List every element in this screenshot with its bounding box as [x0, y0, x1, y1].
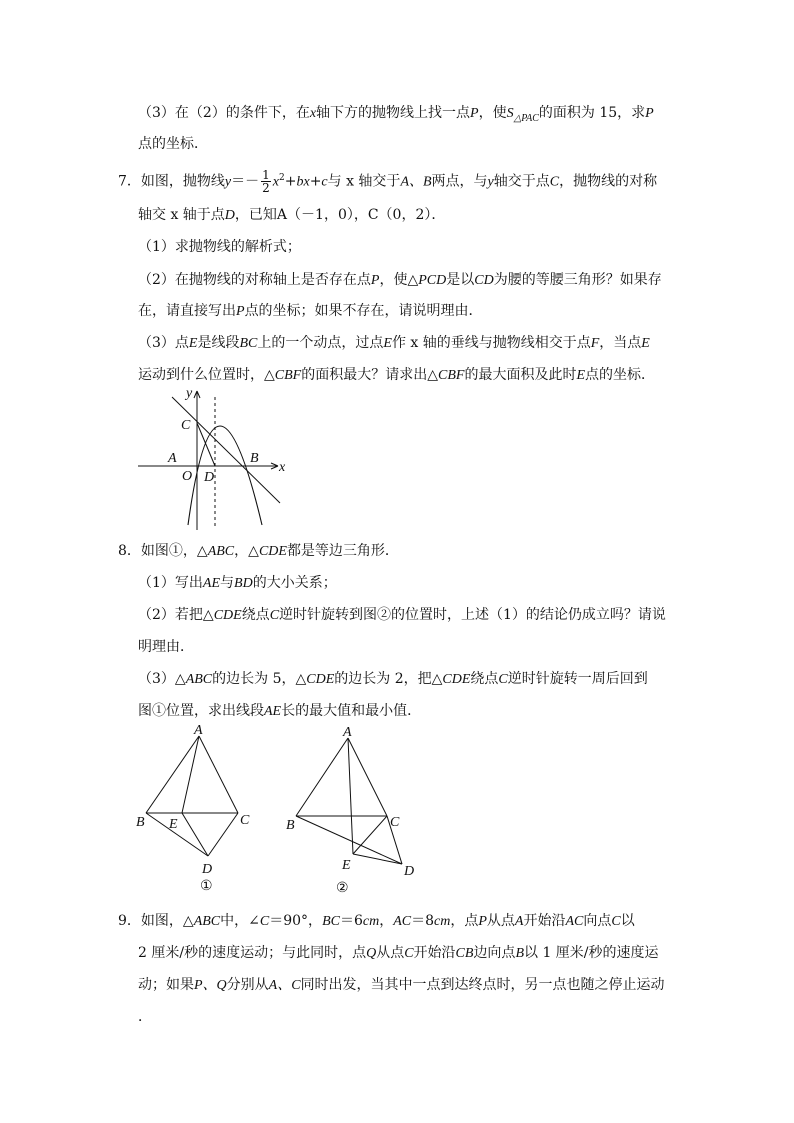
text: ，当点	[599, 335, 642, 351]
text: ．	[138, 1009, 152, 1025]
text: BC	[322, 914, 340, 929]
text: ＝8	[411, 913, 435, 929]
text: （3）△	[138, 671, 186, 687]
text: AC	[565, 914, 584, 929]
p7-q2-line1	[138, 270, 662, 291]
text: 的面积为 15，求	[538, 105, 646, 121]
text: 的边长为 2，把△	[334, 671, 443, 687]
text: ABC	[185, 672, 213, 687]
text: 开始沿	[413, 945, 456, 961]
parabola-curve	[188, 426, 262, 525]
label-c: C	[181, 418, 191, 433]
text: 轴下方的抛物线上找一点	[316, 105, 471, 121]
p8-line1	[118, 541, 399, 562]
text: 从点	[486, 913, 515, 929]
text: ，△	[234, 543, 259, 559]
text: ，使△	[379, 272, 419, 288]
text: F	[590, 336, 600, 351]
text: 点的坐标．	[138, 136, 208, 152]
label-a: A	[194, 723, 203, 738]
edge-ac	[199, 736, 238, 813]
label-c: C	[390, 815, 400, 830]
text: ，已知	[234, 207, 277, 223]
text: （1）求抛物线的解析式；	[138, 239, 301, 255]
text: y	[224, 174, 232, 190]
text: 运动到什么位置时，△	[138, 367, 275, 383]
text: ABC	[193, 914, 221, 929]
problem-number: 7．	[118, 173, 141, 190]
text: 轴交 x 轴于点	[138, 207, 225, 223]
text: 与 x 轴交于	[327, 173, 401, 190]
p7-line1	[118, 168, 657, 194]
text: ，	[379, 913, 394, 929]
text: 如图，抛物线	[140, 173, 225, 190]
p7-line2	[138, 205, 445, 226]
text: 的大小关系；	[252, 575, 337, 591]
text: 明理由．	[138, 639, 194, 655]
text: 的最大面积及此时	[464, 367, 577, 383]
text: PCD	[418, 273, 447, 288]
p9-line3	[138, 975, 665, 996]
text: 与	[220, 575, 235, 591]
text: 都是等边三角形．	[286, 543, 399, 559]
label-e: E	[169, 817, 178, 832]
label-b: B	[136, 815, 145, 830]
text: （2）在抛物线的对称轴上是否存在点	[138, 272, 371, 288]
text: 以 1 厘米/秒的速度运	[524, 945, 659, 961]
caption-2: ②	[336, 881, 349, 896]
text: 长的最大值和最小值．	[281, 703, 422, 719]
text: E	[188, 336, 198, 351]
text: cm	[362, 914, 380, 929]
text: 上的一个动点，过点	[257, 335, 384, 351]
text: （2）若把△	[138, 607, 214, 623]
text: 是线段	[197, 335, 240, 351]
text: 点的坐标．	[585, 367, 656, 383]
text: 以	[620, 913, 635, 929]
triangle-figure-1	[130, 722, 260, 897]
parabola-figure	[130, 385, 300, 535]
text: BC	[239, 336, 258, 351]
text: ，点	[450, 913, 479, 929]
p9-line4	[138, 1007, 152, 1027]
text: 如图①，△	[140, 543, 208, 559]
edge-ed	[182, 813, 208, 856]
text: P	[370, 273, 380, 288]
text: CBF	[438, 368, 465, 383]
text: 两点，与	[431, 173, 488, 190]
label-y: y	[186, 386, 193, 401]
text: cm	[434, 914, 451, 929]
edge-ed	[353, 854, 402, 864]
text: 逆时针旋转到图②的位置时，上述（1）的结论仍成立吗？请说	[279, 607, 666, 623]
p7-q3-line1	[138, 333, 650, 354]
text: CDE	[442, 672, 471, 687]
text: 动；如果	[138, 977, 194, 993]
text: 2 厘米/秒的速度运动；与此同时，点	[138, 945, 367, 961]
text: AC	[393, 914, 412, 929]
text: CDE	[306, 672, 335, 687]
text: 是以	[446, 272, 475, 288]
text: C	[269, 608, 280, 623]
edge-ab	[296, 738, 348, 816]
text: D	[224, 208, 235, 223]
text: C	[404, 946, 414, 961]
text: ，使	[478, 105, 507, 121]
p8-q2-line1	[138, 605, 666, 626]
text: 2	[279, 173, 285, 183]
p8-q2-line2	[138, 637, 194, 657]
line-bc	[172, 397, 280, 503]
text: P	[236, 304, 245, 319]
label-b: B	[250, 451, 259, 466]
p7-q2-line2	[138, 301, 483, 322]
text: B	[515, 946, 524, 961]
p8-q3-line1	[138, 669, 648, 690]
edge-ce	[353, 816, 387, 854]
problem-number: 8．	[118, 543, 141, 559]
text: P、Q	[194, 978, 227, 993]
edge-ac	[348, 738, 387, 816]
edge-cd	[208, 813, 238, 856]
text: 开始沿	[523, 913, 566, 929]
text: AE	[202, 576, 221, 591]
p9-line2	[138, 943, 659, 964]
text: 向点	[583, 913, 612, 929]
text: △PAC	[513, 112, 539, 124]
p8-q1	[138, 573, 337, 594]
text: CDE	[258, 544, 287, 559]
p6-q3-line2	[138, 134, 208, 154]
text: A	[514, 914, 524, 929]
text: A（－1，0），C（0，2）．	[276, 207, 446, 223]
text: BD	[234, 576, 253, 591]
text: ＝－	[231, 173, 260, 190]
text: C	[611, 914, 621, 929]
text: +	[309, 173, 322, 190]
text: P	[478, 914, 487, 929]
text: 分别从	[226, 977, 269, 993]
label-o: O	[182, 469, 193, 484]
text: 的面积最大？请求出△	[301, 367, 439, 383]
denominator: 2	[262, 181, 270, 196]
text: （3）点	[138, 335, 189, 351]
text: x	[309, 106, 317, 121]
text: E	[641, 336, 650, 351]
label-x: x	[279, 460, 286, 475]
numerator: 1	[262, 168, 270, 183]
text: CBF	[274, 368, 302, 383]
text: AE	[264, 704, 282, 719]
text: 图①位置，求出线段	[138, 703, 264, 719]
p9-line1	[118, 911, 635, 932]
text: 边向点	[473, 945, 516, 961]
text: 逆时针旋转一周后回到	[507, 671, 648, 687]
text: A、C	[268, 978, 301, 993]
label-c: C	[240, 813, 250, 828]
text: 的边长为 5，△	[212, 671, 307, 687]
text: 中，∠	[220, 913, 260, 929]
text: 在，请直接写出	[138, 303, 236, 319]
p7-q1	[138, 237, 301, 257]
edge-ab	[146, 736, 199, 813]
text: （3）在（2）的条件下，在	[138, 105, 310, 121]
p6-q3-line1	[138, 103, 654, 129]
label-d: D	[404, 864, 415, 879]
text: E	[383, 336, 392, 351]
text: E	[576, 368, 586, 383]
text: C	[259, 914, 270, 929]
text: c	[321, 174, 328, 190]
text: ＝90°，	[269, 913, 323, 929]
text: y	[487, 174, 494, 190]
edge-bd	[296, 816, 402, 864]
label-a: A	[343, 725, 352, 740]
text: （1）写出	[138, 575, 203, 591]
text: x	[272, 174, 279, 190]
label-d: D	[202, 862, 213, 877]
label-b: B	[286, 818, 295, 833]
text: 绕点	[241, 607, 270, 623]
text: 为腰的等腰三角形？如果存	[493, 272, 662, 288]
caption-1: ①	[200, 879, 213, 894]
edge-ae	[348, 738, 353, 854]
text: S	[506, 106, 514, 121]
text: +	[284, 173, 297, 190]
p8-q3-line2	[138, 701, 421, 722]
text: P	[645, 106, 654, 121]
text: 作 x 轴的垂线与抛物线相交于点	[391, 335, 591, 351]
text: Q	[366, 946, 377, 961]
text: ABC	[207, 544, 235, 559]
text: 如图，△	[140, 913, 194, 929]
text: 从点	[376, 945, 405, 961]
text: P	[470, 106, 479, 121]
text: 轴交于点	[493, 173, 550, 190]
label-a: A	[168, 451, 177, 466]
text: CB	[455, 946, 474, 961]
text: 绕点	[470, 671, 499, 687]
fraction	[261, 169, 271, 194]
text: ，抛物线的对称	[559, 173, 658, 190]
problem-number: 9．	[118, 913, 141, 929]
triangle-figure-2	[280, 722, 430, 897]
text: C	[498, 672, 508, 687]
label-d: D	[204, 470, 215, 485]
text: 点的坐标；如果不存在，请说明理由．	[244, 303, 483, 319]
text: C	[549, 174, 560, 190]
text: A、B	[400, 174, 432, 190]
text: CDE	[213, 608, 242, 623]
text: ＝6	[339, 913, 363, 929]
text: bx	[296, 174, 310, 190]
text: CD	[474, 273, 494, 288]
text: 同时出发，当其中一点到达终点时，另一点也随之停止运动	[300, 977, 665, 993]
p7-q3-line2	[138, 365, 655, 386]
label-e: E	[342, 858, 351, 873]
